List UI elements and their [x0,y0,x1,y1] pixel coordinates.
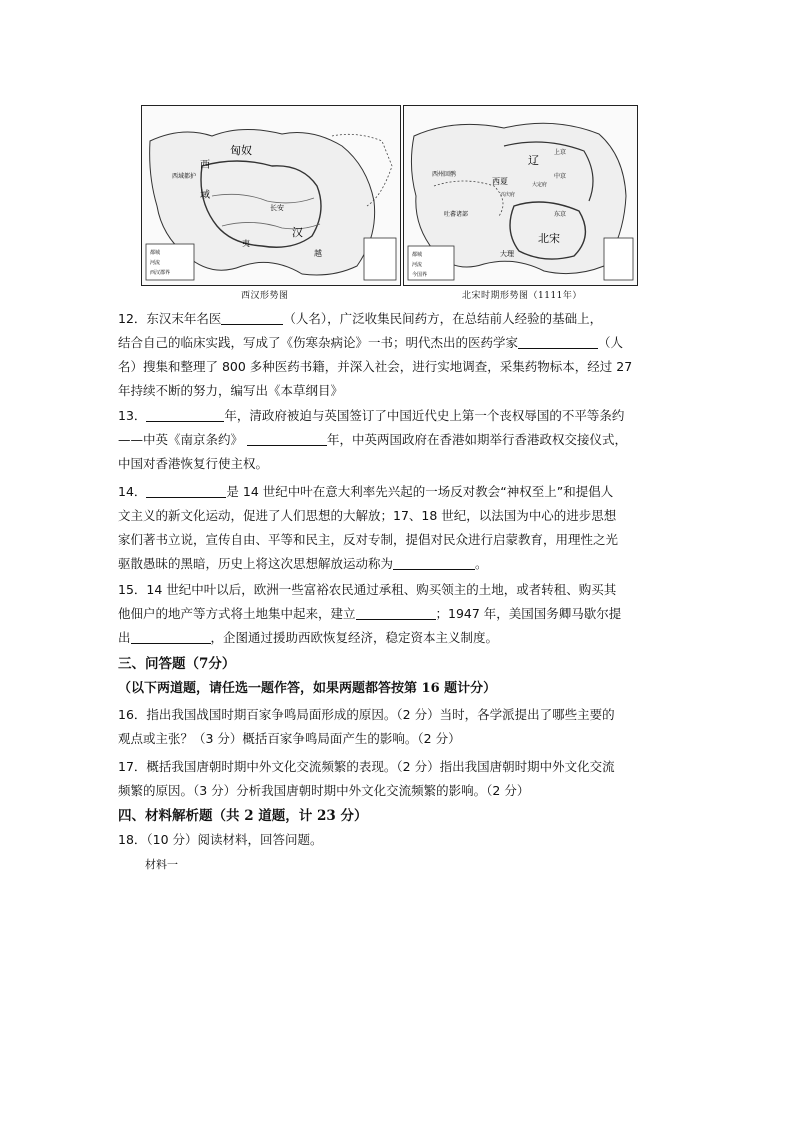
q14-text-4b: 。 [475,556,488,571]
q13-blank-1[interactable] [146,407,224,422]
section-3-note: （以下两道题，请任选一题作答，如果两题都答按第 16 题计分） [118,681,497,696]
map2-label-shangjing: 上京 [554,149,567,156]
map1-label-yu: 域 [200,190,210,201]
q14-text-3: 家们著书立说，宣传自由、平等和民主，反对专制，提倡对民众进行启蒙教育，用理性之光 [118,532,619,547]
q18-text-1: 18．（10 分）阅读材料，回答问题。 [118,832,323,847]
map-western-han-drawing [142,106,400,285]
map-northern-song-drawing [404,106,637,285]
map1-label-yi: 夷 [242,239,250,248]
map1-label-yue: 越 [314,249,322,258]
q12-text-4: 年持续不断的努力，编写出《本草纲目》 [118,383,344,398]
section-3-title: 三、问答题（7分） [118,656,236,672]
q13-blank-2[interactable] [247,431,327,446]
map2-label-xixia: 西夏 [492,177,508,186]
map1-legend-1: 都城 [150,250,161,256]
map2-label-dongjing: 东京 [554,211,567,218]
history-maps [141,105,638,301]
q14-text-1b: 是 14 世纪中叶在意大利率先兴起的一场反对教会“神权至上”和提倡人 [226,484,614,499]
q17-text-1: 17．概括我国唐朝时期中外文化交流频繁的表现。（2 分）指出我国唐朝时期中外文化交流 [118,759,615,774]
q15-text-1: 15．14 世纪中叶以后，欧洲一些富裕农民通过承租、购买领主的土地，或者转租、购买其 [118,582,617,597]
question-12 [118,307,684,403]
q15-blank-1[interactable] [356,605,436,620]
q14-text-2: 文主义的新文化运动，促进了人们思想的大解放；17、18 世纪，以法国为中心的进步思想 [118,508,617,523]
map2-label-liao: 辽 [528,154,539,167]
q12-blank-2[interactable] [518,334,598,349]
map-western-han-caption: 西汉形势图 [241,291,289,301]
q16-text-1: 16．指出我国战国时期百家争鸣局面形成的原因。（2 分）当时，各学派提出了哪些主要的 [118,707,615,722]
q16-text-2: 观点或主张？（3 分）概括百家争鸣局面产生的影响。（2 分） [118,731,461,746]
map2-label-dading: 大定府 [532,182,548,188]
map1-label-changan: 长安 [270,204,284,212]
q12-text-2a: 结合自己的临床实践，写成了《伤寒杂病论》一书；明代杰出的医药学家 [118,335,519,350]
map2-label-xingqing: 兴庆府 [500,192,516,198]
q13-text-2a: ——中英《南京条约》 [118,432,244,447]
q17-text-2: 频繁的原因。（3 分）分析我国唐朝时期中外文化交流频繁的影响。（2 分） [118,783,530,798]
map2-label-uighur: 西州回鹘 [432,171,457,178]
map1-label-xi: 西 [200,160,210,171]
question-18 [118,828,684,852]
q14-text-4a: 驱散愚昧的黑暗，历史上将这次思想解放运动称为 [118,556,394,571]
q15-text-3b: ，企图通过援助西欧恢复经济，稳定资本主义制度。 [210,630,499,645]
q15-blank-2[interactable] [131,629,211,644]
map-western-han [141,105,401,286]
q13-text-1b: 年，清政府被迫与英国签订了中国近代史上第一个丧权辱国的不平等条约 [224,408,625,423]
map2-label-tubo: 吐蕃诸部 [444,211,469,218]
map2-legend-3: 今国界 [412,272,428,278]
q14-text-1a: 14． [118,484,147,499]
map2-legend-1: 都城 [412,252,423,258]
map1-legend-2: 河流 [150,260,161,266]
q14-blank-2[interactable] [393,555,475,570]
question-16 [118,703,684,751]
map2-label-beisong: 北宋 [538,232,560,245]
q12-blank-1[interactable] [221,310,283,325]
material-1-label: 材料一 [145,858,178,871]
map1-legend-3: 西汉郡界 [150,270,171,276]
q15-text-2b: ；1947 年，美国国务卿马歇尔提 [435,606,622,621]
question-14 [118,480,684,576]
q14-blank-1[interactable] [146,483,226,498]
q12-text-2b: （人 [598,335,624,350]
map2-label-zhongjing: 中京 [554,173,567,180]
q13-text-1a: 13． [118,408,147,423]
question-17 [118,755,684,803]
section-4-title: 四、材料解析题（共 2 道题，计 23 分） [118,808,368,824]
map1-label-han: 汉 [292,226,303,239]
map-northern-song [403,105,638,286]
q12-text-1a: 12．东汉末年名医 [118,311,222,326]
question-13 [118,404,684,476]
map2-label-dali: 大理 [500,250,514,258]
q15-text-3a: 出 [118,630,131,645]
q13-text-2b: 年，中英两国政府在香港如期举行香港政权交接仪式， [327,432,628,447]
map1-label-xiongnu: 匈奴 [230,144,252,157]
q13-text-3: 中国对香港恢复行使主权。 [118,456,269,471]
map2-legend-2: 河流 [412,262,423,268]
q15-text-2a: 他佃户的地产等方式将土地集中起来，建立 [118,606,356,621]
question-15 [118,578,684,650]
map1-label-protectorate: 西域都护 [172,173,197,180]
map-northern-song-caption: 北宋时期形势图（1111年） [462,291,582,301]
q12-text-3: 名）搜集和整理了 800 多种医药书籍，并深入社会，进行实地调查，采集药物标本，经过 27 [118,359,633,374]
q12-text-1b: （人名），广泛收集民间药方，在总结前人经验的基础上， [283,311,603,326]
